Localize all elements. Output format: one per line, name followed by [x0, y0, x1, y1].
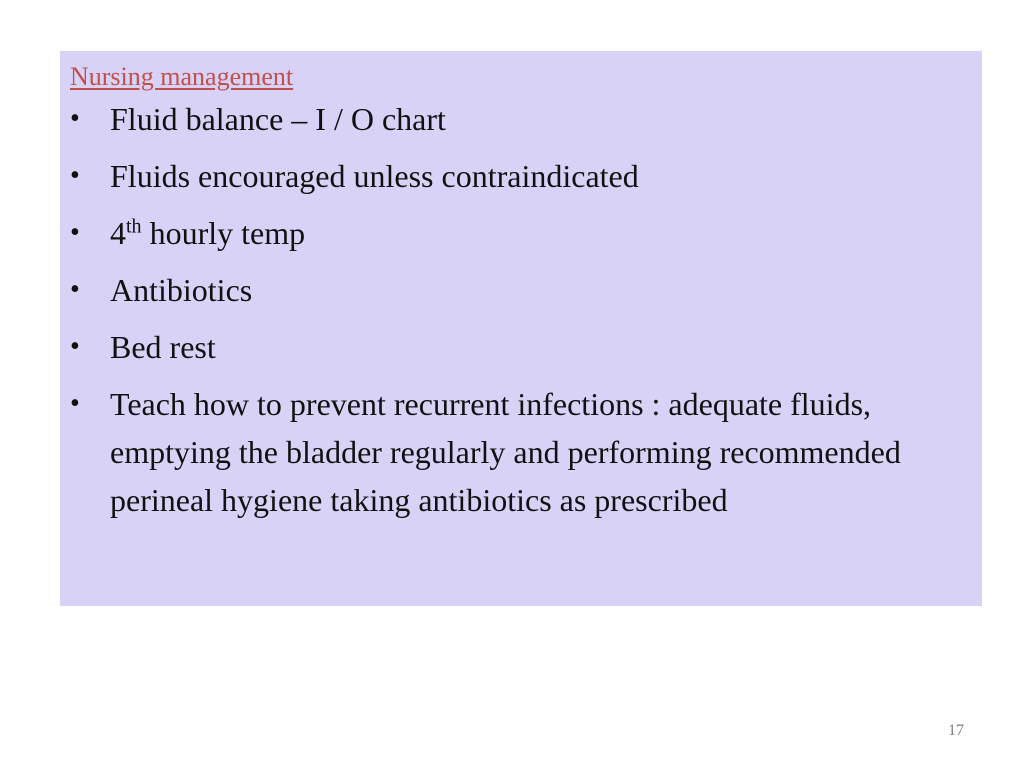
bullet-icon: • — [70, 103, 80, 134]
bullet-text: Teach how to prevent recurrent infections : adequate fluids, emptying the bladder regularly and performing recommended perineal hygiene taking antibiotics as prescribed — [110, 386, 901, 518]
bullet-icon: • — [70, 160, 80, 191]
bullet-item — [70, 95, 972, 143]
bullet-icon: • — [70, 217, 80, 248]
bullet-text-number: 4 — [110, 215, 126, 251]
bullet-item — [70, 266, 972, 314]
bullet-text: Bed rest — [110, 329, 216, 365]
slide-heading: Nursing management — [70, 62, 294, 91]
bullet-icon: • — [70, 388, 80, 419]
bullet-text — [110, 209, 972, 257]
page-number: 17 — [948, 722, 964, 739]
bullet-item — [70, 209, 972, 257]
bullet-text: Antibiotics — [110, 272, 253, 308]
bullet-item — [70, 380, 972, 524]
bullet-item — [70, 323, 972, 371]
bullet-text: Fluids encouraged unless contraindicated — [110, 158, 639, 194]
bullet-text-rest: hourly temp — [141, 215, 306, 251]
content-box — [60, 51, 982, 606]
bullet-text: Fluid balance – I / O chart — [110, 101, 446, 137]
bullet-item — [70, 152, 972, 200]
bullet-list — [70, 95, 972, 524]
bullet-icon: • — [70, 331, 80, 362]
bullet-icon: • — [70, 274, 80, 305]
bullet-text-superscript: th — [126, 215, 142, 238]
